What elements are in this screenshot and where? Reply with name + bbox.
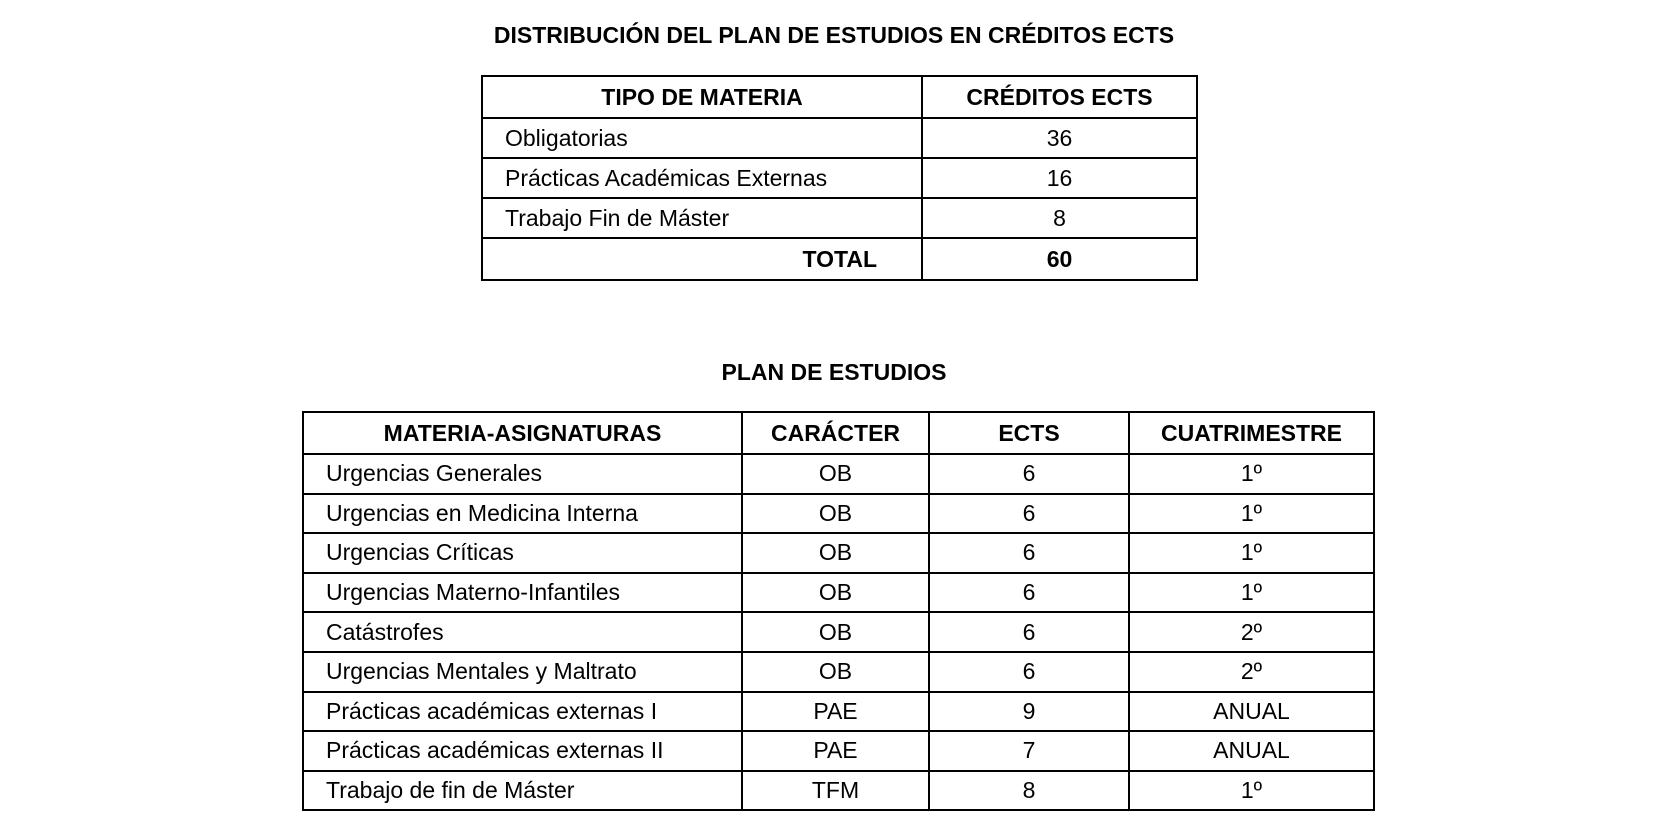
cell-ects: 7 xyxy=(929,731,1129,771)
cell-creditos: 8 xyxy=(922,198,1197,238)
table-row xyxy=(303,692,1374,732)
table-row xyxy=(482,158,1197,198)
cell-cuatrimestre: 1º xyxy=(1129,454,1374,494)
cell-cuatrimestre: 1º xyxy=(1129,533,1374,573)
table-row xyxy=(303,533,1374,573)
cell-caracter: PAE xyxy=(742,692,929,732)
plan-title: PLAN DE ESTUDIOS xyxy=(721,359,947,385)
cell-cuatrimestre: ANUAL xyxy=(1129,692,1374,732)
cell-materia: Catástrofes xyxy=(303,612,742,652)
cell-cuatrimestre: 1º xyxy=(1129,771,1374,811)
cell-creditos: 36 xyxy=(922,118,1197,158)
cell-materia: Urgencias Generales xyxy=(303,454,742,494)
cell-caracter: PAE xyxy=(742,731,929,771)
cell-cuatrimestre: 2º xyxy=(1129,652,1374,692)
table-row xyxy=(303,454,1374,494)
header-cuatrimestre: CUATRIMESTRE xyxy=(1129,412,1374,454)
header-ects: ECTS xyxy=(929,412,1129,454)
cell-tipo: Obligatorias xyxy=(482,118,922,158)
cell-cuatrimestre: 2º xyxy=(1129,612,1374,652)
total-row xyxy=(482,238,1197,280)
cell-creditos: 16 xyxy=(922,158,1197,198)
cell-caracter: OB xyxy=(742,454,929,494)
table-row xyxy=(303,612,1374,652)
cell-materia: Trabajo de fin de Máster xyxy=(303,771,742,811)
cell-caracter: TFM xyxy=(742,771,929,811)
study-plan-table xyxy=(302,411,1375,811)
cell-ects: 9 xyxy=(929,692,1129,732)
cell-materia: Urgencias Críticas xyxy=(303,533,742,573)
credits-summary-table xyxy=(481,75,1198,281)
table-row xyxy=(303,573,1374,613)
table-row xyxy=(482,198,1197,238)
cell-caracter: OB xyxy=(742,573,929,613)
cell-ects: 6 xyxy=(929,533,1129,573)
cell-materia: Prácticas académicas externas II xyxy=(303,731,742,771)
cell-cuatrimestre: ANUAL xyxy=(1129,731,1374,771)
table-row xyxy=(303,731,1374,771)
cell-ects: 6 xyxy=(929,494,1129,534)
header-caracter: CARÁCTER xyxy=(742,412,929,454)
cell-ects: 6 xyxy=(929,612,1129,652)
cell-tipo: Trabajo Fin de Máster xyxy=(482,198,922,238)
cell-ects: 8 xyxy=(929,771,1129,811)
cell-caracter: OB xyxy=(742,533,929,573)
cell-tipo: Prácticas Académicas Externas xyxy=(482,158,922,198)
cell-ects: 6 xyxy=(929,652,1129,692)
cell-ects: 6 xyxy=(929,454,1129,494)
total-value: 60 xyxy=(922,238,1197,280)
header-tipo-materia: TIPO DE MATERIA xyxy=(482,76,922,118)
cell-caracter: OB xyxy=(742,612,929,652)
table-header-row xyxy=(303,412,1374,454)
table-row xyxy=(303,652,1374,692)
cell-cuatrimestre: 1º xyxy=(1129,494,1374,534)
cell-materia: Urgencias Mentales y Maltrato xyxy=(303,652,742,692)
cell-caracter: OB xyxy=(742,494,929,534)
cell-cuatrimestre: 1º xyxy=(1129,573,1374,613)
cell-materia: Urgencias en Medicina Interna xyxy=(303,494,742,534)
header-materia: MATERIA-ASIGNATURAS xyxy=(303,412,742,454)
total-label: TOTAL xyxy=(482,238,922,280)
cell-materia: Urgencias Materno-Infantiles xyxy=(303,573,742,613)
summary-title: DISTRIBUCIÓN DEL PLAN DE ESTUDIOS EN CRÉDITOS ECTS xyxy=(493,22,1175,48)
table-header-row xyxy=(482,76,1197,118)
header-creditos-ects: CRÉDITOS ECTS xyxy=(922,76,1197,118)
table-row xyxy=(482,118,1197,158)
cell-caracter: OB xyxy=(742,652,929,692)
table-row xyxy=(303,771,1374,811)
cell-materia: Prácticas académicas externas I xyxy=(303,692,742,732)
cell-ects: 6 xyxy=(929,573,1129,613)
table-row xyxy=(303,494,1374,534)
